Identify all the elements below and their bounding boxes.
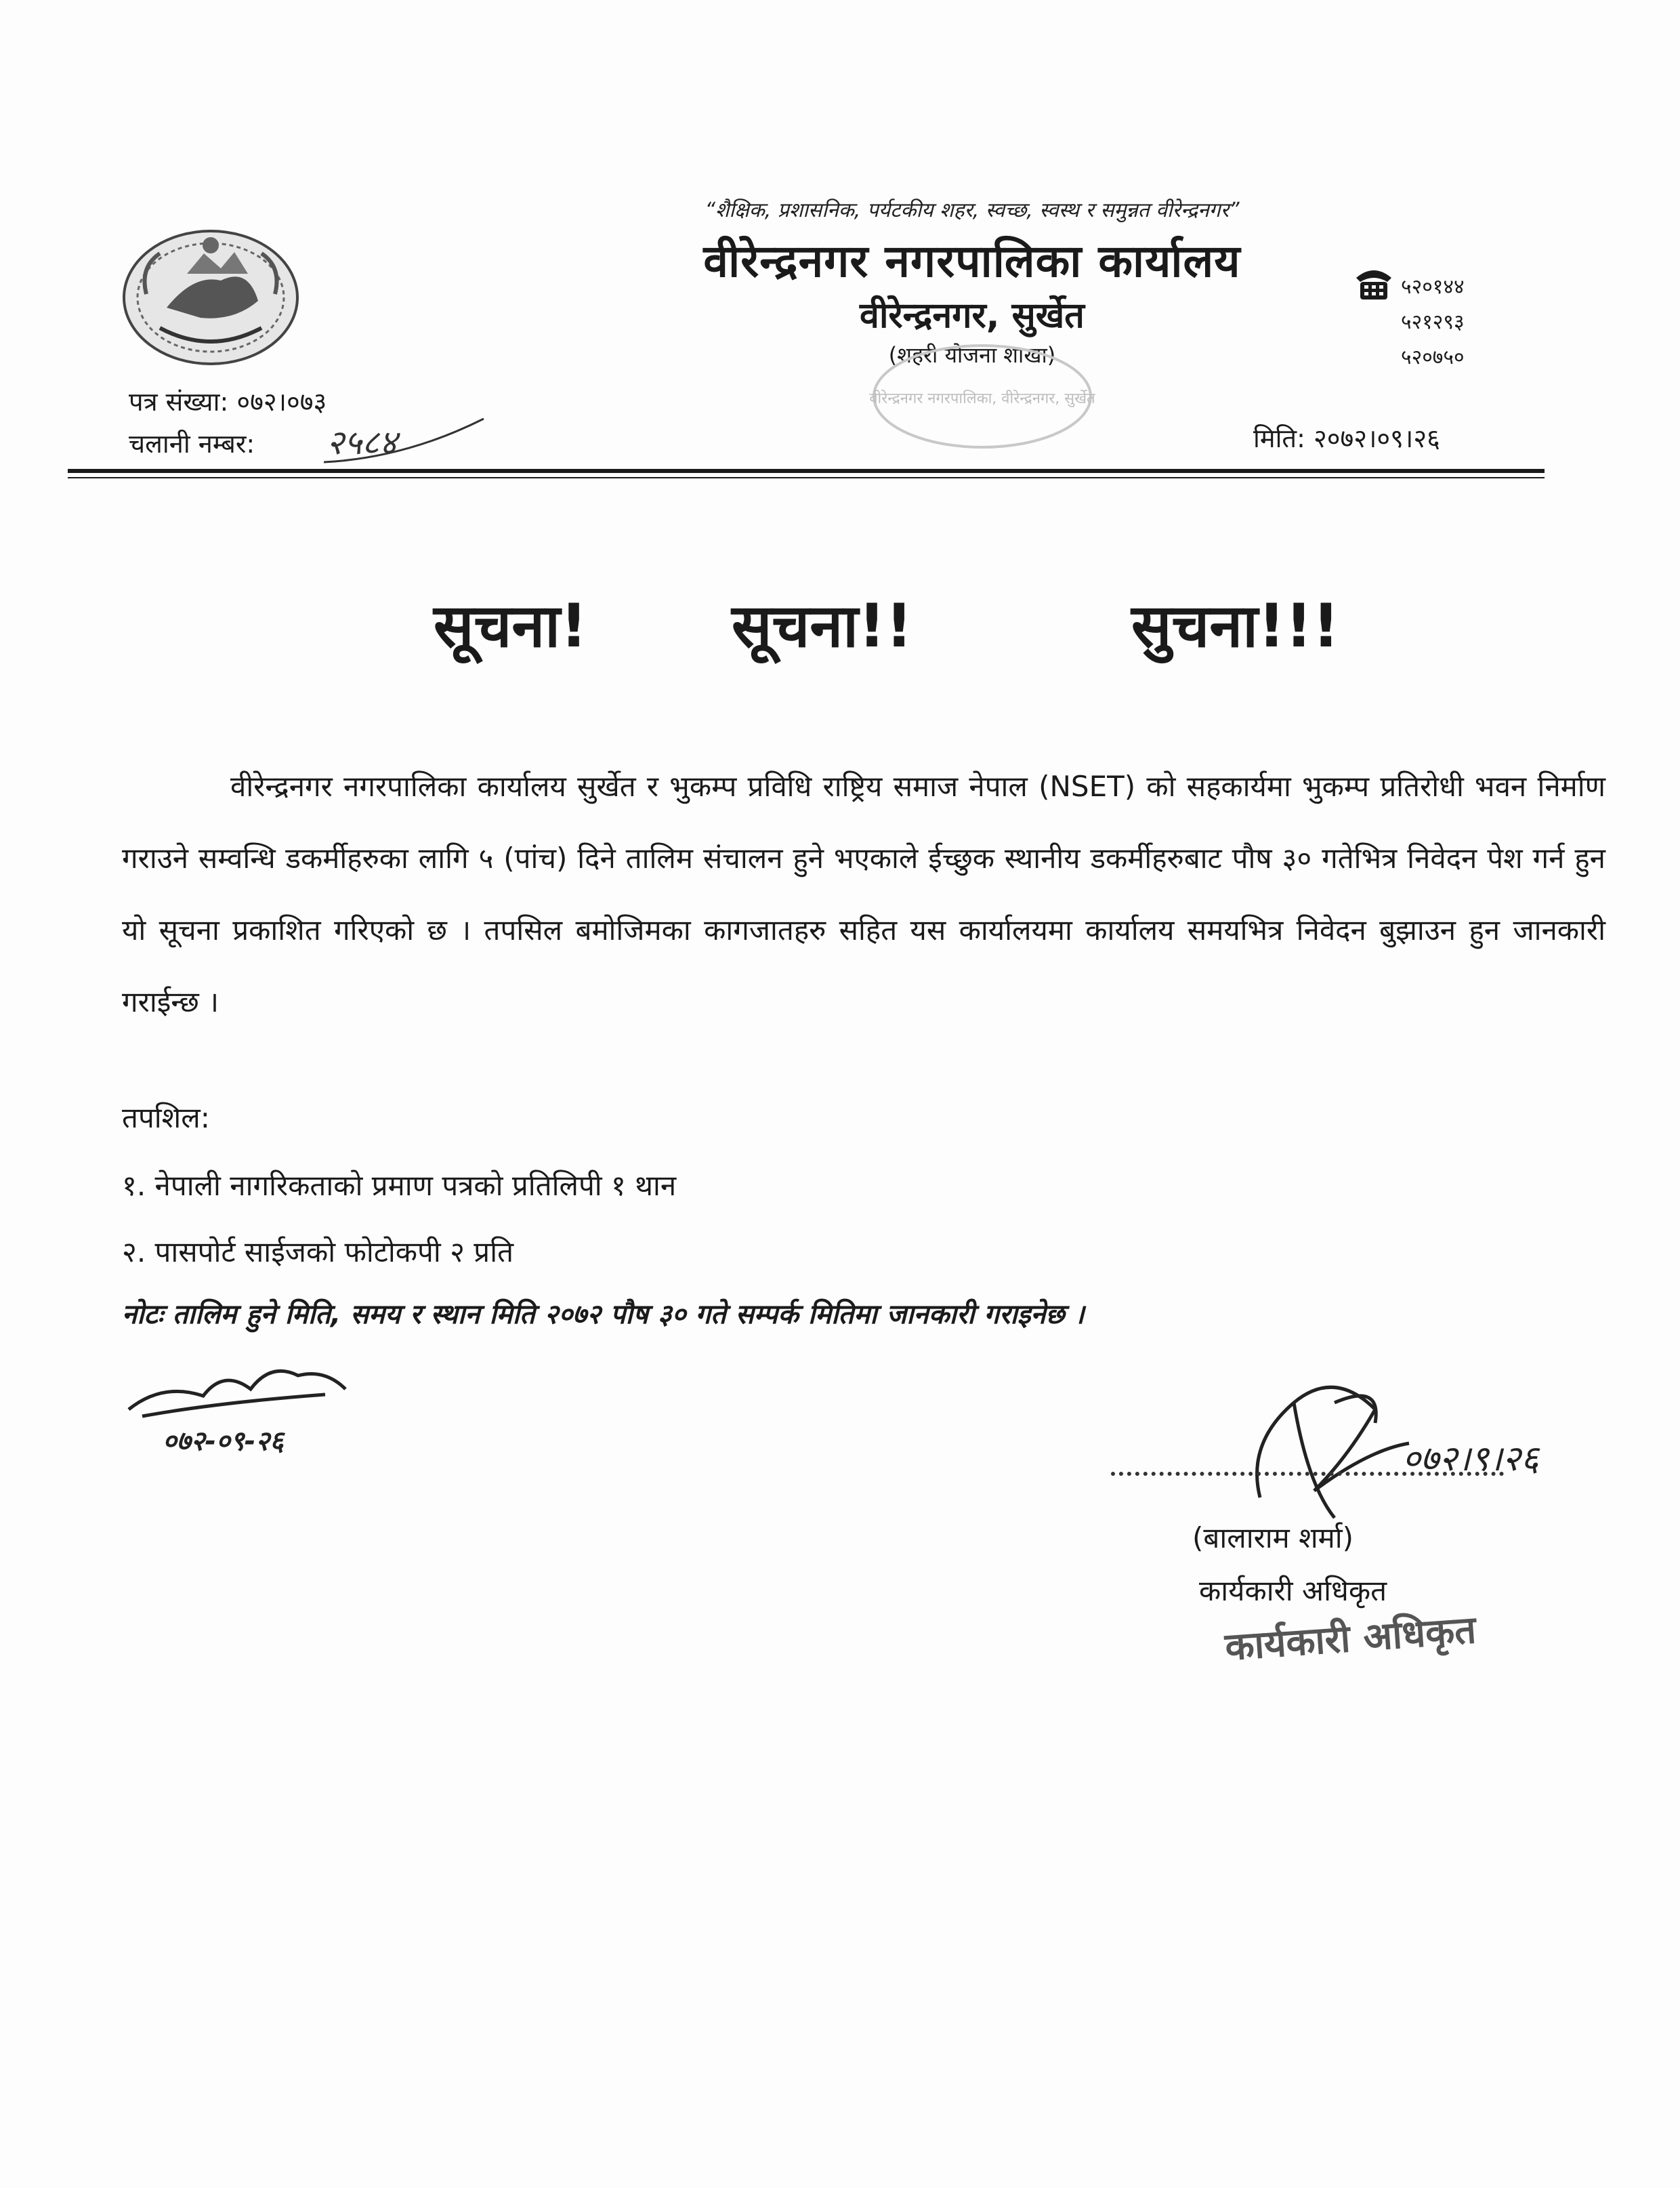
branch-name: (शहरी योजना शाखा) <box>888 342 1056 368</box>
initial-signature-date: ०७२-०९-२६ <box>163 1426 284 1457</box>
signatory-title: कार्यकारी अधिकृत <box>1199 1574 1387 1607</box>
phone-number: ५२०७५० <box>1401 346 1465 369</box>
notice-heading: सूचना! <box>434 591 588 661</box>
phone-number: ५२०१४४ <box>1401 275 1465 299</box>
date-label: मिति: <box>1253 424 1305 453</box>
telephone-icon <box>1353 266 1394 301</box>
notice-heading: सुचना!!! <box>1131 591 1340 661</box>
letter-number-value: ०७२।०७३ <box>236 387 327 417</box>
header-rule <box>68 469 1545 473</box>
details-item: २. पासपोर्ट साईजको फोटोकपी २ प्रति <box>122 1235 514 1268</box>
stamp-text: वीरेन्द्रनगर नगरपालिका, वीरेन्द्रनगर, सुर्खेत <box>869 390 1095 407</box>
signature-line <box>1111 1472 1504 1476</box>
dispatch-number <box>129 426 255 461</box>
signature-date: ०७२।९।२६ <box>1402 1439 1539 1479</box>
officer-signature <box>1233 1362 1585 1538</box>
note-text: नोटः तालिम हुने मिति, समय र स्थान मिति २०७२ पौष ३० गते सम्पर्क मितिमा जानकारी गराइनेछ । <box>122 1299 1085 1330</box>
office-address: वीरेन्द्रनगर, सुर्खेत <box>860 295 1085 336</box>
motto-text: “शैक्षिक, प्रशासनिक, पर्यटकीय शहर, स्वच्छ, स्वस्थ र समुन्नत वीरेन्द्रनगर” <box>705 199 1240 222</box>
details-item: १. नेपाली नागरिकताको प्रमाण पत्रको प्रतिलिपी १ थान <box>122 1169 677 1202</box>
nepal-emblem-icon <box>119 226 302 369</box>
phone-number: ५२१२९३ <box>1401 310 1465 334</box>
details-heading: तपशिल: <box>122 1101 210 1134</box>
office-stamp-icon <box>867 339 1097 454</box>
office-name: वीरेन्द्रनगर नगरपालिका कार्यालय <box>703 235 1241 287</box>
notice-body-paragraph: वीरेन्द्रनगर नगरपालिका कार्यालय सुर्खेत र भुकम्प प्रविधि राष्ट्रिय समाज नेपाल (NSET) को सहकार्यमा भुकम्प प्रतिरोधी भवन निर्माण गराउने सम्वन्धि डकर्मीहरुका लागि ५ (पांच) दिने तालिम संचालन हुने भएकाले ईच्छुक स्थानीय डकर्मीहरुबाट पौष ३० गतेभित्र निवेदन पेश गर्न हुन यो सूचना प्रकाशित गरिएको छ । तपसिल बमोजिमका कागजातहरु सहित यस कार्यालयमा कार्यालय समयभित्र निवेदन बुझाउन हुन जानकारी गराईन्छ । <box>122 770 1605 1018</box>
letter-number-label: पत्र संख्या: <box>129 387 229 417</box>
header-rule <box>68 477 1545 478</box>
dispatch-number-label: चलानी नम्बर: <box>129 429 255 459</box>
letter-date <box>1253 420 1440 455</box>
dispatch-number-handwritten <box>324 416 486 470</box>
initial-signature <box>122 1355 366 1470</box>
date-value: २०७२।०९।२६ <box>1313 424 1440 453</box>
signatory-name: (बालाराम शर्मा) <box>1192 1521 1354 1554</box>
notice-heading: सूचना!! <box>732 591 913 661</box>
dispatch-number-value: २५८४ <box>327 423 397 462</box>
letter-number <box>129 384 327 419</box>
designation-stamp: कार्यकारी अधिकृत <box>1223 1608 1478 1670</box>
phone-numbers <box>1401 270 1465 375</box>
